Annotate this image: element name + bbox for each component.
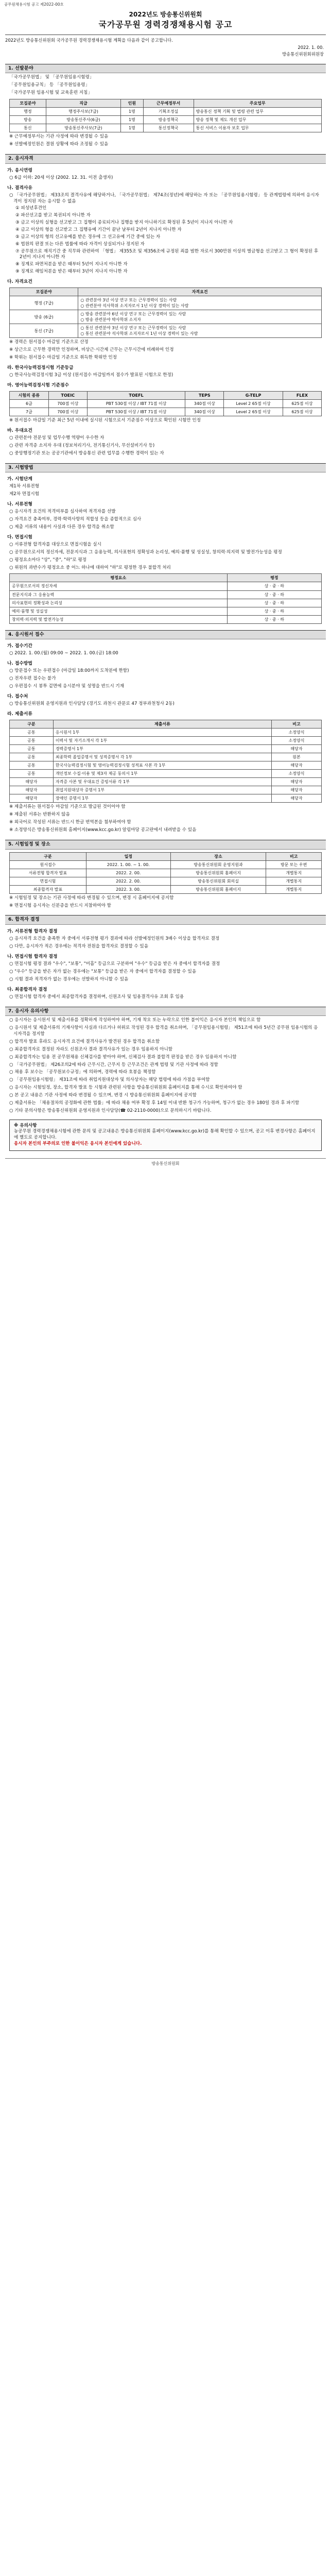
table-header: 장소 bbox=[170, 852, 266, 860]
legal-basis: 「공무원임용규칙」 등 「공무원임용령」 bbox=[9, 82, 90, 88]
title-box bbox=[81, 10, 251, 30]
subsection-heading: 가. 접수기간 bbox=[7, 643, 32, 649]
table-cell: 해당자 bbox=[272, 786, 322, 794]
table-cell: 기획조정실 bbox=[143, 108, 194, 116]
caution-item: ○ 합격자 발표 후라도 응시자격 요건에 결격사유가 발견된 경우 합격을 취소함 bbox=[9, 1039, 160, 1044]
top-note: 공무원채용시험 공고 제2022-00호 bbox=[4, 2, 64, 7]
table-cell: 소정양식 bbox=[272, 737, 322, 745]
table-header: 구분 bbox=[10, 852, 86, 860]
caution-item: ○ 응시원서 및 제출서류의 기재사항이 사실과 다르거나 허위로 작성된 경우 합격을 취소하며, 「공무원임용시험령」 제51조에 따라 5년간 공무원 임용시험의 응시자격을 정지함 bbox=[9, 1025, 318, 1037]
list-item: ⑤ 금고 이상의 형의 선고유예를 받은 경우에 그 선고유예 기간 중에 있는 자 bbox=[15, 234, 161, 240]
caution-item: ○ 본 공고 내용은 기관 사정에 따라 변경될 수 있으며, 변경 시 방송통신위원회 홈페이지에 공지함 bbox=[9, 1092, 197, 1098]
caution-item: ○ 제출서류는 「채용절차의 공정화에 관한 법률」에 따라 채용 여부 확정 후 14일 이내 반환 청구가 가능하며, 청구가 없는 경우 180일 경과 후 파기함 bbox=[9, 1100, 300, 1106]
table-cell: 방송 bbox=[10, 116, 46, 124]
table-row bbox=[10, 324, 322, 338]
section-heading: 2. 응시자격 bbox=[5, 154, 326, 164]
table-cell: 상 · 중 · 하 bbox=[227, 590, 321, 599]
table-header: TOEFL bbox=[87, 392, 185, 400]
table-cell: 통신정책국 bbox=[143, 124, 194, 132]
section-heading: 6. 합격자 결정 bbox=[5, 915, 326, 925]
notice-title: ※ 유의사항 bbox=[14, 1123, 37, 1128]
table-cell: 상 · 중 · 하 bbox=[227, 582, 321, 590]
notice-box bbox=[9, 1120, 322, 1151]
table-header: 주요업무 bbox=[194, 99, 321, 108]
table-cell: 7급 bbox=[10, 408, 49, 416]
table-row bbox=[10, 794, 322, 803]
table-cell: 방송통신주사(6급) bbox=[46, 116, 121, 124]
list-item: ⑥ 법원의 판결 또는 다른 법률에 따라 자격이 상실되거나 정지된 자 bbox=[15, 241, 145, 247]
subsection-heading: 라. 한국사능력검정시험 기준등급 bbox=[7, 365, 74, 370]
note-text: ※ 면접시험 응시자는 신분증을 반드시 지참하여야 함 bbox=[9, 903, 111, 908]
documents-table bbox=[9, 720, 322, 803]
table-cell: 공통 bbox=[10, 753, 54, 761]
table-cell: Level 2 65점 이상 bbox=[224, 400, 283, 408]
body-text: ○ 공무원으로서의 정신자세, 전문지식과 그 응용능력, 의사표현의 정확성과 논리성, 예의·품행 및 성실성, 창의력·의지력 및 발전가능성을 평정 bbox=[9, 549, 282, 555]
body-text: ○ 응시자격 요건의 적격여부를 심사하여 적격자를 선발 bbox=[9, 509, 116, 515]
table-cell: 2022. 2. 00. bbox=[86, 877, 170, 885]
caution-item: ○ 「공무원임용시험령」 제31조에 따라 취업지원대상자 및 의사상자는 해당 법령에 따라 가점을 부여함 bbox=[9, 1077, 210, 1083]
note-text: ※ 소정양식은 방송통신위원회 홈페이지(www.kcc.go.kr) 알림마당 공고란에서 내려받을 수 있음 bbox=[9, 827, 197, 833]
table-header: 제출서류 bbox=[53, 720, 271, 728]
table-cell: 상 · 중 · 하 bbox=[227, 599, 321, 607]
table-cell: 개별통지 bbox=[266, 877, 322, 885]
body-text: ○ 관련분야 전문성 및 업무수행 역량이 우수한 자 bbox=[9, 435, 104, 441]
table-cell: 625점 이상 bbox=[283, 408, 321, 416]
table-cell: 해당자 bbox=[272, 794, 322, 803]
body-text: ○ 방문접수 또는 우편접수 (마감일 18:00까지 도착분에 한함) bbox=[9, 668, 129, 674]
body-text: ○ 관련 자격증 소지자 우대 (정보처리기사, 전기통신기사, 무선설비기사 등) bbox=[9, 443, 155, 448]
table-header: 직급 bbox=[46, 99, 121, 108]
body-text: ○ 6급 이하: 20세 이상 (2002. 12. 31. 이전 출생자) bbox=[9, 175, 113, 180]
table-cell: 원본 bbox=[272, 753, 322, 761]
subsection-heading: 다. 자격요건 bbox=[7, 279, 32, 284]
table-row bbox=[10, 400, 322, 408]
table-cell: 해당자 bbox=[272, 761, 322, 770]
body-text: ○ 다만, 응시자가 적은 경우에는 적격자 전원을 합격자로 결정할 수 있음 bbox=[9, 944, 148, 950]
body-text: ○ 한국사능력검정시험 3급 이상 (원서접수 마감일까지 점수가 발표된 시험으로 한정) bbox=[9, 372, 173, 378]
table-cell: 340점 이상 bbox=[185, 400, 224, 408]
table-cell: 개별통지 bbox=[266, 869, 322, 877]
body-text: ○ 2022. 1. 00.(월) 09:00 ~ 2022. 1. 00.(금) 18:00 bbox=[9, 651, 118, 656]
table-cell: ○ 방송 관련분야 6년 이상 연구 또는 근무경력이 있는 사람 ○ 방송 관련분야 박사학위 소지자 bbox=[78, 310, 322, 324]
section-heading: 3. 시험방법 bbox=[5, 463, 326, 473]
body-text: ○ 응시자격 요건을 충족한 자 중에서 서류전형 평가 결과에 따라 선발예정인원의 3배수 이상을 합격자로 결정 bbox=[9, 936, 220, 942]
table-row bbox=[10, 860, 322, 869]
table-cell: 방문 또는 우편 bbox=[266, 860, 322, 869]
subsection-heading: 가. 시험단계 bbox=[7, 477, 32, 482]
table-cell: PBT 530점 이상 / IBT 71점 이상 bbox=[87, 400, 185, 408]
body-text: ○ 중앙행정기관 또는 공공기관에서 방송통신 관련 업무를 수행한 경력이 있는 자 bbox=[9, 450, 164, 456]
table-cell: 공통 bbox=[10, 728, 54, 737]
table-cell: 통신 bbox=[10, 124, 46, 132]
legal-basis: 「국가공무원 임용시험 및 교육훈련 지침」 bbox=[9, 90, 92, 96]
table-cell: 행정 bbox=[10, 108, 46, 116]
body-text: ○ 제출 서류의 내용이 사실과 다른 경우 합격을 취소함 bbox=[9, 524, 114, 530]
list-item: ① 피성년후견인 bbox=[15, 206, 47, 211]
table-cell: 통신 (7급) bbox=[10, 324, 78, 338]
table-row bbox=[10, 124, 322, 132]
footer: 방송통신위원회 bbox=[5, 1158, 326, 1166]
table-cell: 6급 bbox=[10, 400, 49, 408]
table-cell: 625점 이상 bbox=[283, 400, 321, 408]
table-row bbox=[10, 885, 322, 893]
subsection-heading: 라. 제출서류 bbox=[7, 711, 32, 717]
schedule-table bbox=[9, 852, 322, 894]
table-cell: 경력증명서 1부 bbox=[53, 745, 271, 753]
interview-table bbox=[9, 573, 322, 623]
table-header: 일정 bbox=[86, 852, 170, 860]
body-text: ○ 시험 결과 적격자가 없는 경우에는 선발하지 아니할 수 있음 bbox=[9, 976, 129, 982]
table-cell: 소정양식 bbox=[272, 770, 322, 778]
table-header: 평정 bbox=[227, 574, 321, 582]
table-cell: 방송정책국 bbox=[143, 116, 194, 124]
table-row bbox=[10, 778, 322, 786]
table-cell: 예의·품행 및 성실성 bbox=[10, 607, 228, 615]
table-cell: 1명 bbox=[121, 116, 143, 124]
section-heading: 5. 시험일정 및 장소 bbox=[5, 840, 326, 850]
table-cell: 2022. 1. 00. ~ 1. 00. bbox=[86, 860, 170, 869]
body-text: ○ 「국가공무원법」 제33조의 결격사유에 해당하거나, 「국가공무원법」 제74조(정년)에 해당하는 자 또는 「공무원임용시험령」 등 관계법령에 의하여 응시자격이 정지된 자는 응시할 수 없음 bbox=[9, 192, 319, 204]
table-cell: 2022. 3. 00. bbox=[86, 885, 170, 893]
table-cell: 의사표현의 정확성과 논리성 bbox=[10, 599, 228, 607]
list-item: ⑦ 공무원으로 재직기간 중 직무와 관련하여 「형법」 제355조 및 제356조에 규정된 죄를 범한 자로서 300만원 이상의 벌금형을 선고받고 그 형이 확정된 후 2년이 지나지 아니한 자 bbox=[15, 248, 319, 260]
intro-text: 2022년도 방송통신위원회 국가공무원 경력경쟁채용시험 계획을 다음과 같이 공고합니다. bbox=[5, 37, 173, 43]
caution-item: ○ 「국가공무원법」 제26조의2에 따라 근무시간, 근무지 등 근무조건은 관계 법령 및 기관 사정에 따라 정함 bbox=[9, 1062, 218, 1067]
table-header: TOEIC bbox=[48, 392, 87, 400]
qualification-table bbox=[9, 287, 322, 338]
note-text: ※ 제출서류는 원서접수 마감일 기준으로 발급된 것이어야 함 bbox=[9, 804, 126, 810]
subsection-heading: 나. 면접시험 합격자 결정 bbox=[7, 954, 58, 959]
list-item: ④ 금고 이상의 형을 선고받고 그 집행유예 기간이 끝난 날부터 2년이 지나지 아니한 자 bbox=[15, 227, 182, 232]
table-row bbox=[10, 296, 322, 310]
table-cell: 해당자 bbox=[10, 786, 54, 794]
table-cell: 응시원서 1부 bbox=[53, 728, 271, 737]
body-text: ○ 서류전형 합격자를 대상으로 면접시험을 실시 bbox=[9, 542, 101, 548]
table-row bbox=[10, 869, 322, 877]
list-item: ⑨ 징계로 해임처분을 받은 때부터 3년이 지나지 아니한 자 bbox=[15, 269, 128, 275]
subsection-heading: 바. 우대요건 bbox=[7, 428, 32, 433]
body-text: ○ 전자우편 접수는 불가 bbox=[9, 676, 56, 682]
body-text: ○ 평정요소마다 "상", "중", "하"로 평정 bbox=[9, 557, 86, 563]
table-header: TEPS bbox=[185, 392, 224, 400]
table-cell: 공통 bbox=[10, 761, 54, 770]
table-header: G-TELP bbox=[224, 392, 283, 400]
table-row bbox=[10, 116, 322, 124]
body-text: ○ 위원의 과반수가 평정요소 중 어느 하나에 대하여 "하"로 평정한 경우 불합격 처리 bbox=[9, 565, 171, 570]
table-cell: 700점 이상 bbox=[48, 400, 87, 408]
body-text: ○ 면접시험 합격자 중에서 최종합격자를 결정하며, 신원조사 및 임용결격사유 조회 후 임용 bbox=[9, 994, 184, 999]
note-text: ※ 학위는 원서접수 마감일 기준으로 취득한 학위만 인정 bbox=[9, 355, 117, 361]
table-header: 인원 bbox=[121, 99, 143, 108]
table-cell: 공통 bbox=[10, 770, 54, 778]
table-cell: 자격증 사본 및 우대요건 증빙서류 각 1부 bbox=[53, 778, 271, 786]
note-text: ※ 경력은 원서접수 마감일 기준으로 산정 bbox=[9, 340, 89, 345]
table-cell: 상 · 중 · 하 bbox=[227, 615, 321, 623]
section-heading: 7. 응시자 유의사항 bbox=[5, 1007, 326, 1016]
table-header: 평정요소 bbox=[10, 574, 228, 582]
table-header: 모집분야 bbox=[10, 99, 46, 108]
table-cell: 방송통신주사보(7급) bbox=[46, 124, 121, 132]
table-cell: ○ 통신 관련분야 3년 이상 연구 또는 근무경력이 있는 사람 ○ 통신 관련분야 석사학위 소지자로서 1년 이상 경력이 있는 사람 bbox=[78, 324, 322, 338]
table-cell: 1명 bbox=[121, 108, 143, 116]
note-text: ※ 시험일정 및 장소는 기관 사정에 따라 변경될 수 있으며, 변경 시 홈페이지에 공지함 bbox=[9, 895, 174, 901]
table-cell: 방송통신위원회 홈페이지 bbox=[170, 869, 266, 877]
table-cell: 취업지원대상자 증명서 1부 bbox=[53, 786, 271, 794]
table-row bbox=[10, 745, 322, 753]
list-item: ② 파산선고를 받고 복권되지 아니한 자 bbox=[15, 213, 91, 218]
table-cell: 해당자 bbox=[10, 778, 54, 786]
table-header: 비고 bbox=[266, 852, 322, 860]
caution-item: ○ 기타 문의사항은 방송통신위원회 운영지원과 인사담당(☎ 02-2110-0000)으로 문의하시기 바랍니다. bbox=[9, 1108, 212, 1113]
subsection-heading: 가. 응시연령 bbox=[7, 167, 32, 173]
step-item: 제2차 면접시험 bbox=[9, 492, 40, 497]
table-cell: 상 · 중 · 하 bbox=[227, 607, 321, 615]
table-header: 자격요건 bbox=[78, 288, 322, 296]
table-cell: 개별통지 bbox=[266, 885, 322, 893]
table-cell: 방송 정책 및 제도 개선 업무 bbox=[194, 116, 321, 124]
subsection-heading: 나. 서류전형 bbox=[7, 502, 32, 507]
list-item: ③ 금고 이상의 실형을 선고받고 그 집행이 종료되거나 집행을 받지 아니하기로 확정된 후 5년이 지나지 아니한 자 bbox=[15, 220, 233, 226]
note-text: ※ 외국어로 작성된 서류는 반드시 한글 번역본을 첨부하여야 함 bbox=[9, 820, 131, 825]
table-row bbox=[10, 582, 322, 590]
table-cell: ○ 관련분야 3년 이상 연구 또는 근무경력이 있는 사람 ○ 관련분야 석사학위 소지자로서 1년 이상 경력이 있는 사람 bbox=[78, 296, 322, 310]
table-header: 비고 bbox=[272, 720, 322, 728]
subsection-heading: 나. 결격사유 bbox=[7, 185, 32, 191]
note-text: ※ 상근으로 근무한 경력만 인정하며, 비상근·시간제 근무는 근무시간에 비례하여 인정 bbox=[9, 347, 174, 353]
caution-item: ○ 최종합격자는 임용 전 공무원채용 신체검사를 받아야 하며, 신체검사 결과 불합격 판정을 받은 경우 임용하지 아니함 bbox=[9, 1054, 237, 1060]
table-cell: 원서접수 bbox=[10, 860, 86, 869]
table-cell: Level 2 65점 이상 bbox=[224, 408, 283, 416]
table-cell: 개인정보 수집·이용 및 제3자 제공 동의서 1부 bbox=[53, 770, 271, 778]
table-cell: 공통 bbox=[10, 737, 54, 745]
table-row bbox=[10, 310, 322, 324]
table-row bbox=[10, 615, 322, 623]
body-text: ○ 방송통신위원회 운영지원과 인사담당 (경기도 과천시 관문로 47 정부과천청사 2동) bbox=[9, 701, 175, 707]
table-row bbox=[10, 108, 322, 116]
table-cell: 방송통신위원회 운영지원과 bbox=[170, 860, 266, 869]
table-cell: 방송통신위원회 홈페이지 bbox=[170, 885, 266, 893]
table-cell: 창의력·의지력 및 발전가능성 bbox=[10, 615, 228, 623]
notice-text: 농공무원 경력경쟁채용시험에 관한 문의 및 공고내용은 방송통신위원회 홈페이지(www.kcc.go.kr)를 통해 확인할 수 있으며, 공고 이후 변경사항은 홈페이지에 별도로 공지합니다. bbox=[14, 1129, 316, 1141]
table-cell: 해당자 bbox=[10, 794, 54, 803]
english-score-table bbox=[9, 391, 322, 416]
section-heading: 1. 선발분야 bbox=[5, 64, 326, 74]
subsection-heading: 다. 접수처 bbox=[7, 694, 28, 700]
note-text: ※ 근무예정부서는 기관 사정에 따라 변경될 수 있음 bbox=[9, 134, 109, 140]
table-row bbox=[10, 408, 322, 416]
table-row bbox=[10, 607, 322, 615]
table-cell: 서류전형 합격자 발표 bbox=[10, 869, 86, 877]
table-cell: 공무원으로서의 정신자세 bbox=[10, 582, 228, 590]
table-cell: 1명 bbox=[121, 124, 143, 132]
legal-basis: 「국가공무원법」 및 「공무원임용시험령」 bbox=[9, 75, 94, 80]
table-row bbox=[10, 728, 322, 737]
table-cell: 이력서 및 자기소개서 각 1부 bbox=[53, 737, 271, 745]
table-header: 시험의 종류 bbox=[10, 392, 49, 400]
title-main: 국가공무원 경력경쟁채용시험 공고 bbox=[98, 19, 233, 29]
subsection-heading: 다. 최종합격자 결정 bbox=[7, 987, 47, 992]
caution-item: ○ 채용 후 보수는 「공무원보수규정」에 의하며, 경력에 따라 호봉을 책정함 bbox=[9, 1070, 156, 1075]
table-cell: 340점 이상 bbox=[185, 408, 224, 416]
note-text: ※ 제출된 서류는 반환하지 않음 bbox=[9, 812, 70, 818]
table-row bbox=[10, 770, 322, 778]
table-row bbox=[10, 753, 322, 761]
body-text: ○ 우편접수 시 봉투 겉면에 응시분야 및 성명을 반드시 기재 bbox=[9, 684, 125, 689]
note-text: ※ 원서접수 마감일 기준 최근 5년 이내에 실시된 시험으로서 기준점수 이상으로 확인된 시험만 인정 bbox=[9, 418, 201, 423]
table-header: 구분 bbox=[10, 720, 54, 728]
table-cell: 통신 서비스 이용자 보호 업무 bbox=[194, 124, 321, 132]
table-row bbox=[10, 590, 322, 599]
caution-item: ○ 응시자는 시험일정, 장소, 합격자 발표 등 시험과 관련된 사항을 방송통신위원회 홈페이지를 통해 수시로 확인하여야 함 bbox=[9, 1085, 242, 1091]
caution-item: ○ 최종합격자로 결정된 자라도 신원조사 결과 결격사유가 있는 경우 임용하지 아니함 bbox=[9, 1046, 173, 1052]
agency-name: 방송통신위원회위원장 bbox=[282, 52, 324, 57]
table-header: 모집분야 bbox=[10, 288, 78, 296]
announce-date: 2022. 1. 00. bbox=[298, 44, 324, 50]
body-text: ○ 면접시험 평정 결과 "우수", "보통", "미흡" 등급으로 구분하여 "우수" 등급을 받은 자 중에서 합격자를 결정 bbox=[9, 961, 220, 967]
list-item: ⑧ 징계로 파면처분을 받은 때부터 5년이 지나지 아니한 자 bbox=[15, 262, 128, 267]
recruit-table bbox=[9, 99, 322, 132]
table-cell: 장애인 증명서 1부 bbox=[53, 794, 271, 803]
table-cell: 공통 bbox=[10, 745, 54, 753]
table-cell: 전문지식과 그 응용능력 bbox=[10, 590, 228, 599]
table-row bbox=[10, 761, 322, 770]
notice-warning: 응시자 본인의 부주의로 인한 불이익은 응시자 본인에게 있습니다. bbox=[14, 1141, 142, 1147]
table-cell: 700점 이상 bbox=[48, 408, 87, 416]
table-cell: 행정 (7급) bbox=[10, 296, 78, 310]
table-row bbox=[10, 737, 322, 745]
table-cell: 방송통신위원회 회의실 bbox=[170, 877, 266, 885]
table-header: 근무예정부서 bbox=[143, 99, 194, 108]
subsection-heading: 가. 서류전형 합격자 결정 bbox=[7, 929, 58, 935]
body-text: ○ 자격요건 충족여부, 경력·학력사항의 적합성 등을 종합적으로 심사 bbox=[9, 517, 142, 522]
caution-item: ○ 응시자는 응시원서 및 제출서류를 정확하게 작성하여야 하며, 기재 착오 또는 누락으로 인한 불이익은 응시자 본인의 책임으로 함 bbox=[9, 1018, 261, 1023]
table-row bbox=[10, 786, 322, 794]
table-cell: 행정주사보(7급) bbox=[46, 108, 121, 116]
subsection-heading: 다. 면접시험 bbox=[7, 534, 32, 540]
note-text: ※ 선발예정인원은 결원 상황에 따라 조정될 수 있음 bbox=[9, 142, 109, 147]
table-cell: 방송통신 정책 기획 및 법령 관련 업무 bbox=[194, 108, 321, 116]
table-cell: 최종합격자 발표 bbox=[10, 885, 86, 893]
table-cell: PBT 530점 이상 / IBT 71점 이상 bbox=[87, 408, 185, 416]
table-cell: 최종학력 졸업증명서 및 성적증명서 각 1부 bbox=[53, 753, 271, 761]
table-cell: 한국사능력검정시험 및 영어능력검정시험 성적표 사본 각 1부 bbox=[53, 761, 271, 770]
table-cell: 방송 (6급) bbox=[10, 310, 78, 324]
table-cell: 면접시험 bbox=[10, 877, 86, 885]
subsection-heading: 나. 접수방법 bbox=[7, 661, 32, 667]
table-cell: 해당자 bbox=[272, 778, 322, 786]
table-cell: 소정양식 bbox=[272, 728, 322, 737]
table-cell: 2022. 2. 00. bbox=[86, 869, 170, 877]
step-item: 제1차 서류전형 bbox=[9, 484, 40, 489]
section-heading: 4. 응시원서 접수 bbox=[5, 630, 326, 640]
title-sub: 2022년도 방송통신위원회 bbox=[129, 11, 202, 19]
table-row bbox=[10, 599, 322, 607]
table-cell: 해당자 bbox=[272, 745, 322, 753]
table-row bbox=[10, 877, 322, 885]
body-text: ○ "우수" 등급을 받은 자가 없는 경우에는 "보통" 등급을 받은 자 중에서 합격자를 결정할 수 있음 bbox=[9, 969, 197, 974]
subsection-heading: 마. 영어능력검정시험 기준점수 bbox=[7, 382, 69, 388]
table-header: FLEX bbox=[283, 392, 321, 400]
